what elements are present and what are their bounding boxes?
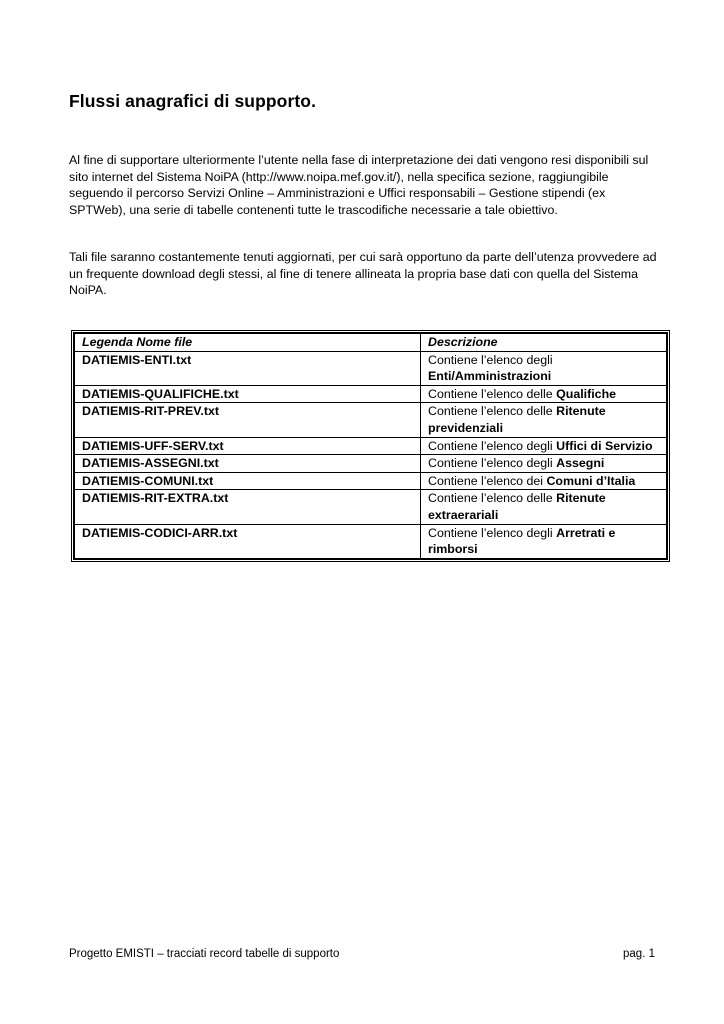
description-cell [421,524,667,558]
file-name-cell: DATIEMIS-RIT-PREV.txt [75,403,421,437]
description-cell [421,455,667,473]
files-table [71,330,670,562]
table-row [75,472,667,490]
table-row [75,455,667,473]
description-text: Contiene l’elenco delle [428,491,557,506]
description-cell [421,403,667,437]
table-row [75,490,667,524]
description-text: Contiene l’elenco degli [428,456,557,471]
table-row [75,524,667,558]
page-footer [69,948,655,960]
description-subject: Ritenute previdenziali [428,404,606,435]
file-name-cell: DATIEMIS-ENTI.txt [75,351,421,385]
description-subject: Assegni [556,456,605,471]
description-cell [421,385,667,403]
description-subject: Comuni d’Italia [546,473,636,488]
description-subject: Ritenute extraerariali [428,491,606,522]
update-paragraph: Tali file saranno costantemente tenuti aggiornati, per cui sarà opportuno da parte dell’utenza provvedere ad un frequente download degli stessi, al fine di tenere allineata la propria base dati con quella del Sistema NoiPA. [69,250,657,298]
file-name-cell: DATIEMIS-CODICI-ARR.txt [75,524,421,558]
file-name-cell: DATIEMIS-QUALIFICHE.txt [75,385,421,403]
description-text: Contiene l’elenco dei [428,473,547,488]
table-row [75,351,667,385]
footer-project: Progetto EMISTI – tracciati record tabelle di supporto [69,948,340,960]
description-text: Contiene l’elenco degli [428,525,557,540]
description-text: Contiene l’elenco degli [428,438,557,453]
header-file-name: Legenda Nome file [75,334,421,352]
description-subject: Uffici di Servizio [556,438,653,453]
description-text: Contiene l’elenco delle [428,404,557,419]
description-subject: Enti/Amministrazioni [428,369,552,384]
file-name-cell: DATIEMIS-ASSEGNI.txt [75,455,421,473]
header-description: Descrizione [421,334,667,352]
file-name-cell: DATIEMIS-UFF-SERV.txt [75,437,421,455]
description-subject: Qualifiche [556,386,617,401]
description-subject: Arretrati e rimborsi [428,525,616,557]
table-row [75,385,667,403]
file-name-cell: DATIEMIS-RIT-EXTRA.txt [75,490,421,524]
file-name-cell: DATIEMIS-COMUNI.txt [75,472,421,490]
description-text: Contiene l’elenco degli [428,352,553,367]
description-cell [421,437,667,455]
page-title: Flussi anagrafici di supporto. [69,91,317,111]
description-text: Contiene l’elenco delle [428,386,557,401]
description-cell [421,490,667,524]
table-row [75,437,667,455]
table-header-row [75,334,667,352]
description-cell [421,472,667,490]
table-row [75,403,667,437]
description-cell [421,351,667,385]
intro-paragraph: Al fine di supportare ulteriormente l’utente nella fase di interpretazione dei dati vengono resi disponibili sul sito internet del Sistema NoiPA (http://www.noipa.mef.gov.it/), nella specifica sezione, raggiungibile seguendo il percorso Servizi Online – Amministrazioni e Uffici responsabili – Gestione stipendi (ex SPTWeb), una serie di tabelle contenenti tutte le trascodifiche necessarie a tale obiettivo. [69,153,649,217]
page-number: pag. 1 [623,948,655,960]
